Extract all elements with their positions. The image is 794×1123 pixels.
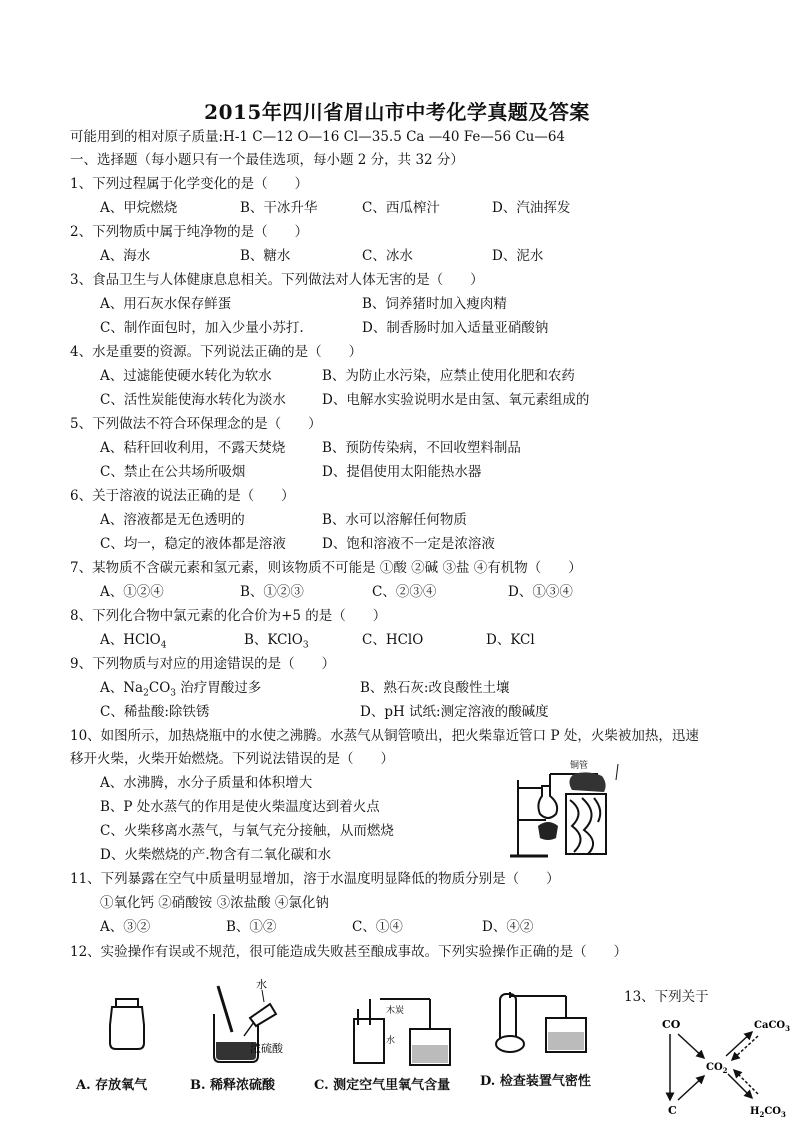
- q10-apparatus-figure: [508, 760, 628, 860]
- question-stem: 9、下列物质与对应的用途错误的是（ ）: [70, 656, 336, 672]
- option: A、用石灰水保存鲜蛋: [100, 296, 232, 312]
- option: A、溶液都是无色透明的: [100, 512, 245, 528]
- option: A、过滤能使硬水转化为软水: [100, 368, 272, 384]
- option: D、提倡使用太阳能热水器: [322, 464, 482, 480]
- option: C、火柴移离水蒸气，与氧气充分接触，从而燃烧: [100, 823, 394, 839]
- c-water-label: 水: [386, 1036, 396, 1046]
- option: C、均一，稳定的液体都是溶液: [100, 536, 286, 552]
- option: D、KCl: [486, 632, 535, 648]
- question-stem: 13、下列关于: [624, 989, 709, 1005]
- question-stem: 8、下列化合物中氯元素的化合价为+5 的是（ ）: [70, 608, 387, 624]
- arrow-c-co2: [678, 1076, 704, 1100]
- option: C、西瓜榨汁: [362, 200, 440, 216]
- option: A、①②④: [100, 584, 164, 600]
- co2-label: $CO_2$: [706, 1062, 728, 1075]
- option: B、饲养猪时加入瘦肉精: [362, 296, 507, 312]
- option: C、冰水: [362, 248, 413, 264]
- option: A、水沸腾，水分子质量和体积增大: [100, 775, 313, 791]
- acid-label: 浓硫酸: [250, 1042, 283, 1055]
- option: C、HClO: [362, 632, 424, 648]
- option: D、④②: [482, 919, 534, 935]
- option: C、活性炭能使海水转化为淡水: [100, 392, 286, 408]
- option: C、制作面包时，加入少量小苏打.: [100, 320, 304, 336]
- arrow-co2-h2co3: [728, 1074, 752, 1098]
- option: B、①②③: [240, 584, 304, 600]
- question-stem: 7、某物质不含碳元素和氢元素，则该物质不可能是 ①酸 ②碱 ③盐 ④有机物（ ）: [70, 560, 582, 576]
- carbon-label: 木炭: [386, 1006, 405, 1016]
- question-stem-cont: 移开火柴，火柴开始燃烧。下列说法错误的是（ ）: [70, 751, 394, 767]
- option: D、pH 试纸:测定溶液的酸碱度: [360, 704, 549, 720]
- question-stem: 4、水是重要的资源。下列说法正确的是（ ）: [70, 344, 363, 360]
- option: C、稀盐酸:除铁锈: [100, 704, 210, 720]
- caco3-label: CaCO$_3$: [754, 1020, 790, 1033]
- q12-figure-b: [196, 972, 286, 1072]
- option: C、禁止在公共场所吸烟: [100, 464, 246, 480]
- q12-figure-a: [100, 985, 160, 1065]
- option: D、制香肠时加入适量亚硝酸钠: [362, 320, 549, 336]
- option: C、①④: [352, 919, 403, 935]
- water-label: 水: [256, 978, 267, 991]
- question-stem: 6、关于溶液的说法正确的是（ ）: [70, 488, 295, 504]
- question-stem: 11、下列暴露在空气中质量明显增加，溶于水温度明显降低的物质分别是（ ）: [70, 871, 560, 887]
- q12-figure-d: [490, 988, 600, 1068]
- option: D、汽油挥发: [492, 200, 571, 216]
- h2co3-label: $H_2CO_3$: [750, 1106, 786, 1119]
- q12-figure-c: [340, 995, 460, 1075]
- arrow-co-co2: [678, 1034, 704, 1058]
- option: B、为防止水污染，应禁止使用化肥和农药: [322, 368, 575, 384]
- atomic-masses: 可能用到的相对原子质量:H-1 C—12 O—16 Cl—35.5 Ca —40 Fe—56 Cu—64: [70, 129, 566, 145]
- option: D、①③④: [508, 584, 573, 600]
- question-stem: 3、食品卫生与人体健康息息相关。下列做法对人体无害的是（ ）: [70, 272, 484, 288]
- option: D、火柴燃烧的产.物含有二氧化碳和水: [100, 847, 332, 863]
- page-title: 2015年四川省眉山市中考化学真题及答案: [204, 100, 590, 124]
- option: B、熟石灰:改良酸性土壤: [360, 680, 510, 696]
- option: B、糖水: [240, 248, 291, 264]
- option: A、HClO$_4$: [100, 632, 167, 651]
- question-substances: ①氧化钙 ②硝酸铵 ③浓盐酸 ④氯化钠: [100, 895, 329, 911]
- c-label: C: [668, 1104, 677, 1117]
- q12-caption-b: B. 稀释浓硫酸: [190, 1078, 276, 1093]
- option: B、水可以溶解任何物质: [322, 512, 467, 528]
- option: A、海水: [100, 248, 151, 264]
- q13-conversion-diagram: [654, 1010, 794, 1122]
- option: B、干冰升华: [240, 200, 318, 216]
- option: B、①②: [226, 919, 277, 935]
- question-stem: 5、下列做法不符合环保理念的是（ ）: [70, 416, 322, 432]
- option: B、预防传染病，不回收塑料制品: [322, 440, 521, 456]
- section-heading: 一、选择题（每小题只有一个最佳选项，每小题 2 分，共 32 分）: [70, 152, 464, 168]
- question-stem: 1、下列过程属于化学变化的是（ ）: [70, 176, 309, 192]
- option: A、甲烷燃烧: [100, 200, 178, 216]
- question-stem: 12、实验操作有误或不规范，很可能造成失败甚至酿成事故。下列实验操作正确的是（ ）: [70, 944, 628, 960]
- option: A、秸秆回收利用，不露天焚烧: [100, 440, 286, 456]
- q12-caption-a: A. 存放氧气: [76, 1078, 148, 1093]
- option: B、KClO$_3$: [244, 632, 309, 651]
- copper-tube-label: 铜管: [570, 761, 589, 771]
- arrow-caco3-co2: [732, 1036, 758, 1060]
- option: C、②③④: [372, 584, 437, 600]
- option: D、电解水实验说明水是由氢、氧元素组成的: [322, 392, 590, 408]
- option: D、饱和溶液不一定是浓溶液: [322, 536, 495, 552]
- q12-caption-d: D. 检查装置气密性: [480, 1074, 591, 1089]
- option: B、P 处水蒸气的作用是使火柴温度达到着火点: [100, 799, 380, 815]
- q12-caption-c: C. 测定空气里氧气含量: [314, 1078, 451, 1093]
- arrow-h2co3-co2: [734, 1070, 758, 1094]
- arrow-co2-caco3: [726, 1032, 752, 1056]
- option: D、泥水: [492, 248, 544, 264]
- co-label: CO: [662, 1018, 681, 1031]
- option: A、$Na_2CO_3$ 治疗胃酸过多: [100, 680, 262, 699]
- question-stem: 2、下列物质中属于纯净物的是（ ）: [70, 224, 309, 240]
- option: A、③②: [100, 919, 151, 935]
- question-stem: 10、如图所示，加热烧瓶中的水使之沸腾。水蒸气从铜管喷出，把火柴靠近管口 P 处，火柴被加热，迅速: [70, 728, 699, 744]
